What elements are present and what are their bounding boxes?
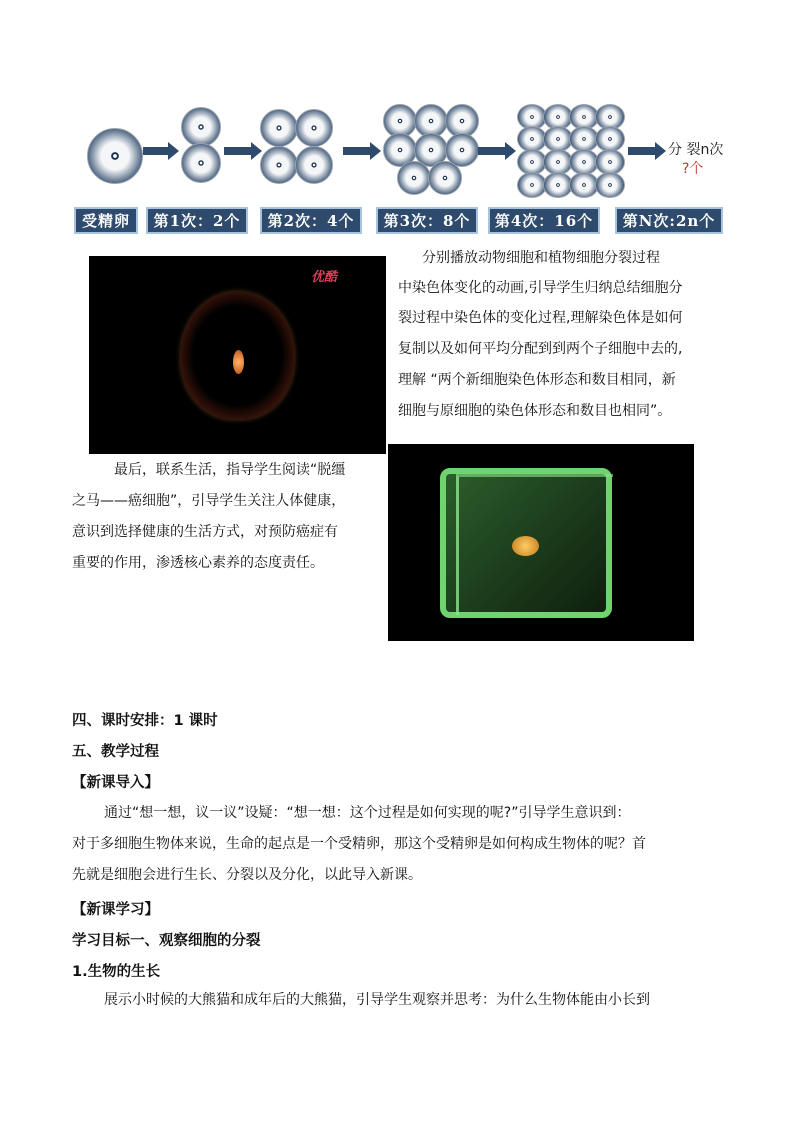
label-nth: 第N次:2n个	[615, 207, 723, 234]
label-fourth: 第4次：16个	[488, 207, 600, 234]
arrow-icon	[478, 145, 516, 157]
animal-cell-video-frame	[89, 256, 386, 454]
cell	[295, 146, 333, 184]
zygote-cell	[87, 128, 143, 184]
arrow-icon	[628, 145, 666, 157]
label-first: 第1次：2个	[146, 207, 248, 234]
heading-study: 【新课学习】	[72, 902, 159, 918]
text-line: 意识到选择健康的生活方式，对预防癌症有	[72, 524, 338, 540]
heading-intro: 【新课导入】	[72, 775, 159, 791]
growth-line: 展示小时候的大熊猫和成年后的大熊猫，引导学生观察并思考：为什么生物体能由小长到	[104, 992, 650, 1008]
text-line: 理解 “两个新细胞染色体形态和数目相同，新	[398, 372, 676, 388]
cell	[181, 143, 221, 183]
label-zygote: 受精卵	[74, 207, 138, 234]
plant-cell-video-frame	[388, 444, 694, 641]
intro-line: 通过“想一想，议一议”设疑：“想一想：这个过程是如何实现的呢?”引导学生意识到：	[104, 805, 631, 821]
cell	[260, 109, 298, 147]
arrow-icon	[143, 145, 179, 157]
text-line: 复制以及如何平均分配到到两个子细胞中去的,	[398, 341, 683, 357]
cell	[295, 109, 333, 147]
label-second: 第2次：4个	[260, 207, 362, 234]
text-line: 重要的作用，渗透核心素养的态度责任。	[72, 555, 324, 571]
intro-line: 先就是细胞会进行生长、分裂以及分化，以此导入新课。	[72, 867, 422, 883]
label-third: 第3次：8个	[376, 207, 478, 234]
text-line: 中染色体变化的动画,引导学生归纳总结细胞分	[398, 280, 683, 296]
heading-growth: 1.生物的生长	[72, 964, 161, 980]
section-schedule: 四、课时安排：1 课时	[72, 713, 218, 729]
intro-line: 对于多细胞生物体来说，生命的起点是一个受精卵，那这个受精卵是如何构成生物体的呢？首	[72, 836, 646, 852]
plant-nucleus-image	[512, 536, 539, 556]
video-watermark: 优酷	[311, 270, 338, 285]
cell	[397, 161, 431, 195]
arrow-icon	[343, 145, 381, 157]
arrow-icon	[224, 145, 262, 157]
cell	[428, 161, 462, 195]
text-line: 最后，联系生活，指导学生阅读“脱缰	[114, 462, 346, 478]
nucleus-image	[233, 350, 244, 374]
division-note-line2: ?个	[682, 161, 704, 177]
text-line: 裂过程中染色体的变化过程,理解染色体是如何	[398, 310, 683, 326]
section-process: 五、教学过程	[72, 744, 159, 760]
text-line: 细胞与原细胞的染色体形态和数目也相同”。	[398, 403, 672, 419]
division-note-line1: 分 裂n次	[668, 142, 724, 158]
text-line: 分别播放动物细胞和植物细胞分裂过程	[422, 250, 660, 266]
cell	[260, 146, 298, 184]
text-line: 之马——癌细胞”，引导学生关注人体健康，	[72, 493, 346, 509]
cell	[181, 107, 221, 147]
heading-goal1: 学习目标一、观察细胞的分裂	[72, 933, 261, 949]
cell	[595, 172, 625, 198]
